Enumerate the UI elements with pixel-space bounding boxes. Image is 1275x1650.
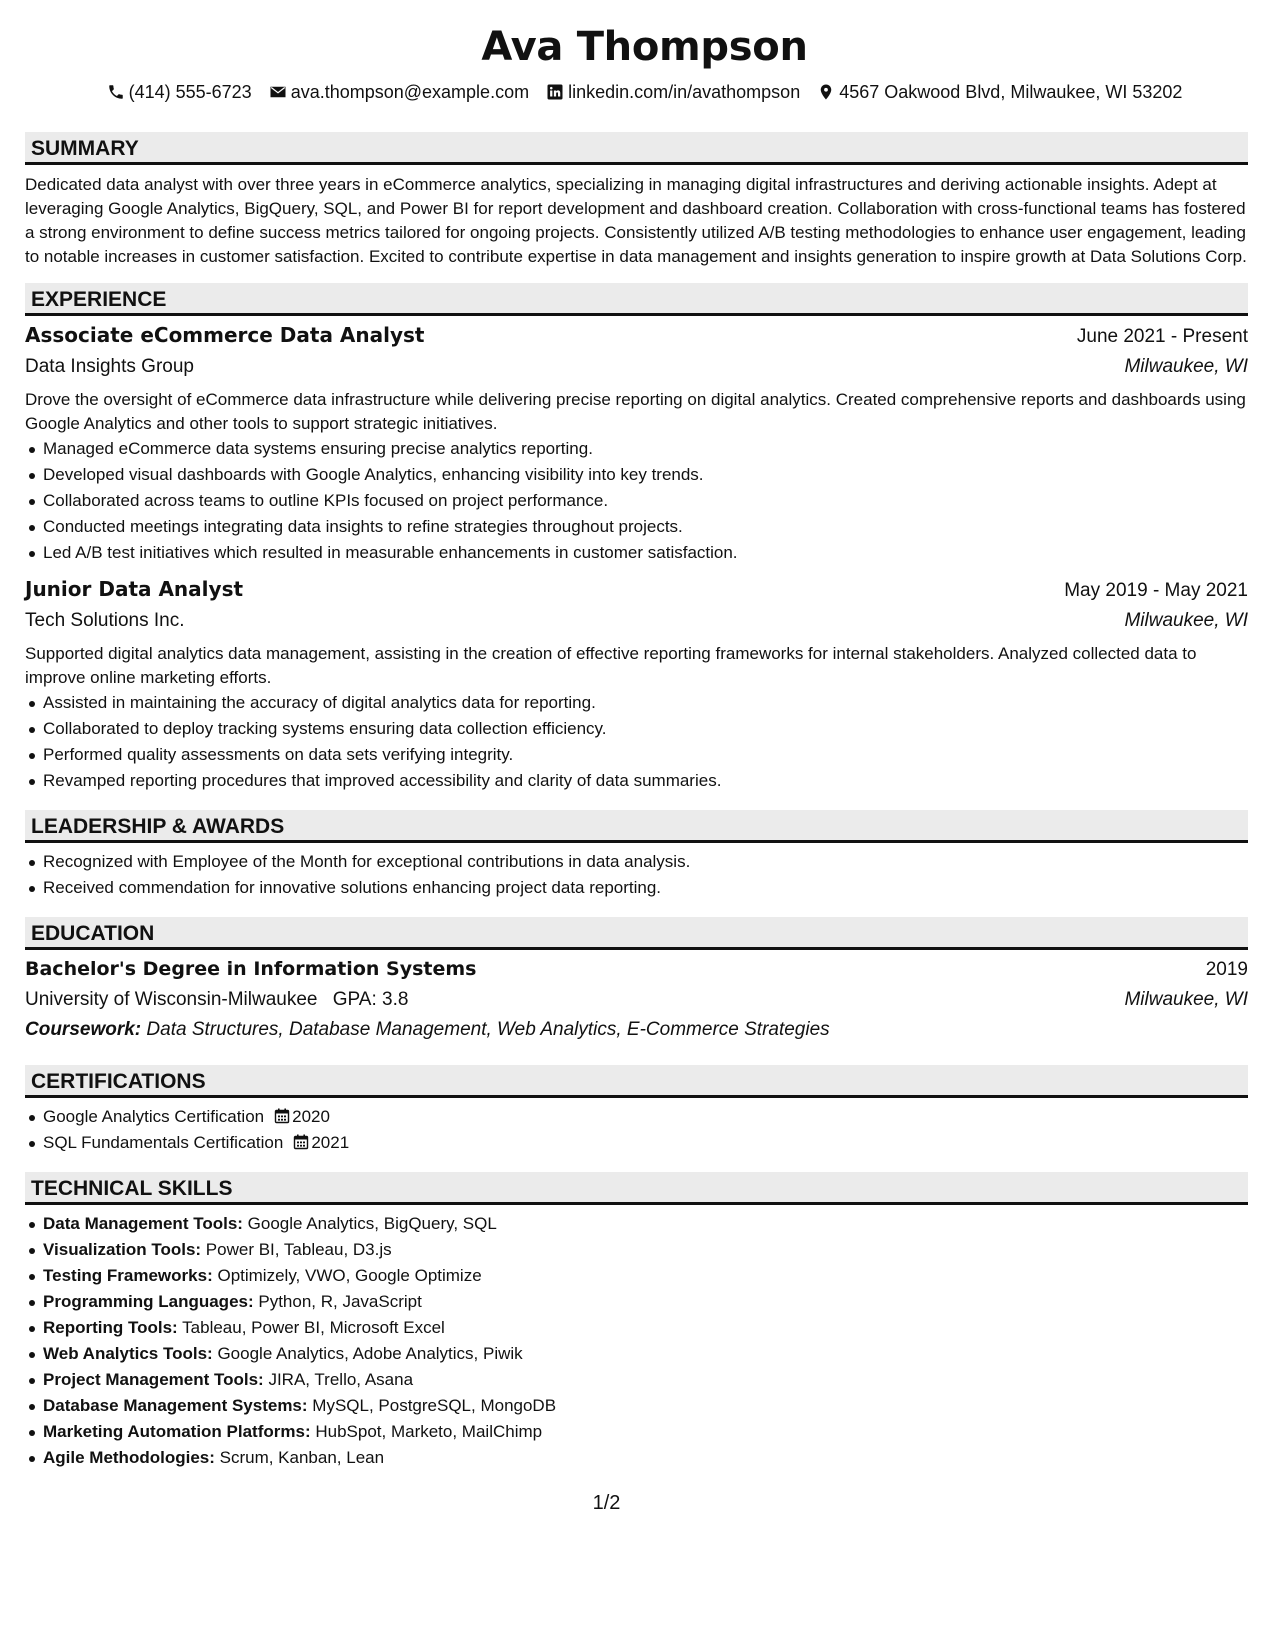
list-item: [43, 1367, 1248, 1393]
section-heading-leadership: LEADERSHIP & AWARDS: [25, 810, 1248, 843]
graduation-year: 2019: [1205, 959, 1248, 980]
skill-label: Programming Languages:: [43, 1292, 254, 1311]
skill-label: Agile Methodologies:: [43, 1448, 215, 1467]
job-dates: May 2019 - May 2021: [1064, 580, 1248, 601]
job-title: Associate eCommerce Data Analyst: [25, 323, 425, 347]
coursework-list: Data Structures, Database Management, Web Analytics, E-Commerce Strategies: [146, 1019, 830, 1040]
calendar-icon: [274, 1108, 290, 1124]
job-entry: [25, 320, 1248, 566]
school-name: University of Wisconsin-Milwaukee: [25, 989, 318, 1010]
section-heading-summary: SUMMARY: [25, 132, 1248, 165]
gpa: GPA: 3.8: [332, 989, 409, 1010]
job-dates: June 2021 - Present: [1076, 326, 1248, 347]
list-item: [43, 1104, 1248, 1130]
list-item: [43, 1341, 1248, 1367]
skill-label: Database Management Systems:: [43, 1396, 308, 1415]
skill-value: Google Analytics, Adobe Analytics, Piwik: [217, 1344, 523, 1363]
linkedin-text[interactable]: linkedin.com/in/avathompson: [568, 81, 801, 102]
page-number: 1/2: [592, 1492, 621, 1514]
skill-value: Python, R, JavaScript: [258, 1292, 422, 1311]
job-entry: [25, 574, 1248, 794]
list-item: Assisted in maintaining the accuracy of digital analytics data for reporting.: [43, 690, 1248, 716]
list-item: [43, 1130, 1248, 1156]
skill-label: Data Management Tools:: [43, 1214, 243, 1233]
skill-label: Reporting Tools:: [43, 1318, 178, 1337]
skill-value: JIRA, Trello, Asana: [268, 1370, 414, 1389]
skill-value: HubSpot, Marketo, MailChimp: [315, 1422, 543, 1441]
address-text: 4567 Oakwood Blvd, Milwaukee, WI 53202: [839, 81, 1183, 102]
skill-label: Project Management Tools:: [43, 1370, 264, 1389]
list-item: [43, 1289, 1248, 1315]
resume-page: [25, 18, 1248, 1471]
skill-label: Visualization Tools:: [43, 1240, 202, 1259]
skills-list: [25, 1211, 1248, 1471]
contact-phone: [107, 82, 252, 103]
contact-bar: [41, 78, 1248, 106]
list-item: [43, 1419, 1248, 1445]
job-location: Milwaukee, WI: [1124, 356, 1248, 377]
job-location: Milwaukee, WI: [1124, 610, 1248, 631]
company-name: Tech Solutions Inc.: [25, 610, 185, 631]
degree-title: Bachelor's Degree in Information Systems: [25, 958, 477, 980]
education-entry: [25, 954, 1248, 1045]
contact-email[interactable]: [269, 82, 529, 103]
skill-value: Optimizely, VWO, Google Optimize: [217, 1266, 482, 1285]
email-text[interactable]: ava.thompson@example.com: [290, 81, 530, 102]
list-item: Led A/B test initiatives which resulted in measurable enhancements in customer satisfaction.: [43, 540, 1248, 566]
skill-label: Testing Frameworks:: [43, 1266, 213, 1285]
list-item: Conducted meetings integrating data insights to refine strategies throughout projects.: [43, 514, 1248, 540]
envelope-icon: [269, 83, 287, 101]
skill-value: Tableau, Power BI, Microsoft Excel: [182, 1318, 445, 1337]
list-item: [43, 1263, 1248, 1289]
job-description: Supported digital analytics data management, assisting in the creation of effective reporting frameworks for internal stakeholders. Analyzed collected data to improve online marketing efforts.: [25, 644, 1197, 687]
list-item: Managed eCommerce data systems ensuring precise analytics reporting.: [43, 436, 1248, 462]
coursework: [25, 1015, 1248, 1045]
list-item: Performed quality assessments on data sets verifying integrity.: [43, 742, 1248, 768]
summary-text: Dedicated data analyst with over three years in eCommerce analytics, specializing in managing digital infrastructures and deriving actionable insights. Adept at leveraging Google Analytics, BigQuery, SQL, and Power BI for report development and dashboard creation. Collaboration with cross-functional teams has fostered a strong environment to define success metrics tailored for ongoing projects. Consistently utilized A/B testing methodologies to enhance user engagement, leading to notable increases in customer satisfaction. Excited to contribute expertise in data management and insights generation to inspire growth at Data Solutions Corp.: [25, 175, 1247, 266]
certification-year: 2021: [311, 1133, 350, 1152]
certification-year: 2020: [292, 1107, 330, 1126]
phone-text: (414) 555-6723: [128, 81, 252, 102]
section-heading-education: EDUCATION: [25, 917, 1248, 950]
list-item: [43, 1315, 1248, 1341]
skill-value: Google Analytics, BigQuery, SQL: [247, 1214, 497, 1233]
skill-value: Scrum, Kanban, Lean: [219, 1448, 385, 1467]
job-bullets: [25, 690, 1248, 794]
company-name: Data Insights Group: [25, 356, 194, 377]
section-heading-experience: EXPERIENCE: [25, 283, 1248, 316]
contact-address: [817, 82, 1182, 103]
job-bullets: [25, 436, 1248, 566]
leadership-list: [25, 849, 1248, 901]
list-item: Recognized with Employee of the Month for exceptional contributions in data analysis.: [43, 849, 1248, 875]
phone-icon: [107, 83, 125, 101]
list-item: Developed visual dashboards with Google Analytics, enhancing visibility into key trends.: [43, 462, 1248, 488]
linkedin-icon: [546, 83, 564, 101]
certifications-list: [25, 1104, 1248, 1156]
section-heading-skills: TECHNICAL SKILLS: [25, 1172, 1248, 1205]
job-description: Drove the oversight of eCommerce data infrastructure while delivering precise reporting on digital analytics. Created comprehensive reports and dashboards using Google Analytics and other tools to support strategic initiatives.: [25, 390, 1246, 433]
list-item: Collaborated across teams to outline KPIs focused on project performance.: [43, 488, 1248, 514]
list-item: [43, 1393, 1248, 1419]
school-location: Milwaukee, WI: [1124, 989, 1248, 1010]
section-heading-certifications: CERTIFICATIONS: [25, 1065, 1248, 1098]
certification-name: SQL Fundamentals Certification: [43, 1133, 284, 1152]
certification-name: Google Analytics Certification: [43, 1107, 265, 1126]
school-line: [25, 985, 408, 1015]
list-item: Collaborated to deploy tracking systems ensuring data collection efficiency.: [43, 716, 1248, 742]
list-item: [43, 1211, 1248, 1237]
skill-label: Web Analytics Tools:: [43, 1344, 213, 1363]
list-item: [43, 1445, 1248, 1471]
skill-label: Marketing Automation Platforms:: [43, 1422, 311, 1441]
candidate-name: Ava Thompson: [481, 24, 808, 70]
job-title: Junior Data Analyst: [25, 577, 244, 601]
map-pin-icon: [817, 83, 835, 101]
calendar-icon: [293, 1134, 309, 1150]
contact-linkedin[interactable]: [546, 82, 800, 103]
skill-value: Power BI, Tableau, D3.js: [205, 1240, 392, 1259]
list-item: [43, 1237, 1248, 1263]
list-item: Revamped reporting procedures that improved accessibility and clarity of data summaries.: [43, 768, 1248, 794]
coursework-label: Coursework:: [25, 1019, 142, 1040]
list-item: Received commendation for innovative solutions enhancing project data reporting.: [43, 875, 1248, 901]
skill-value: MySQL, PostgreSQL, MongoDB: [312, 1396, 557, 1415]
